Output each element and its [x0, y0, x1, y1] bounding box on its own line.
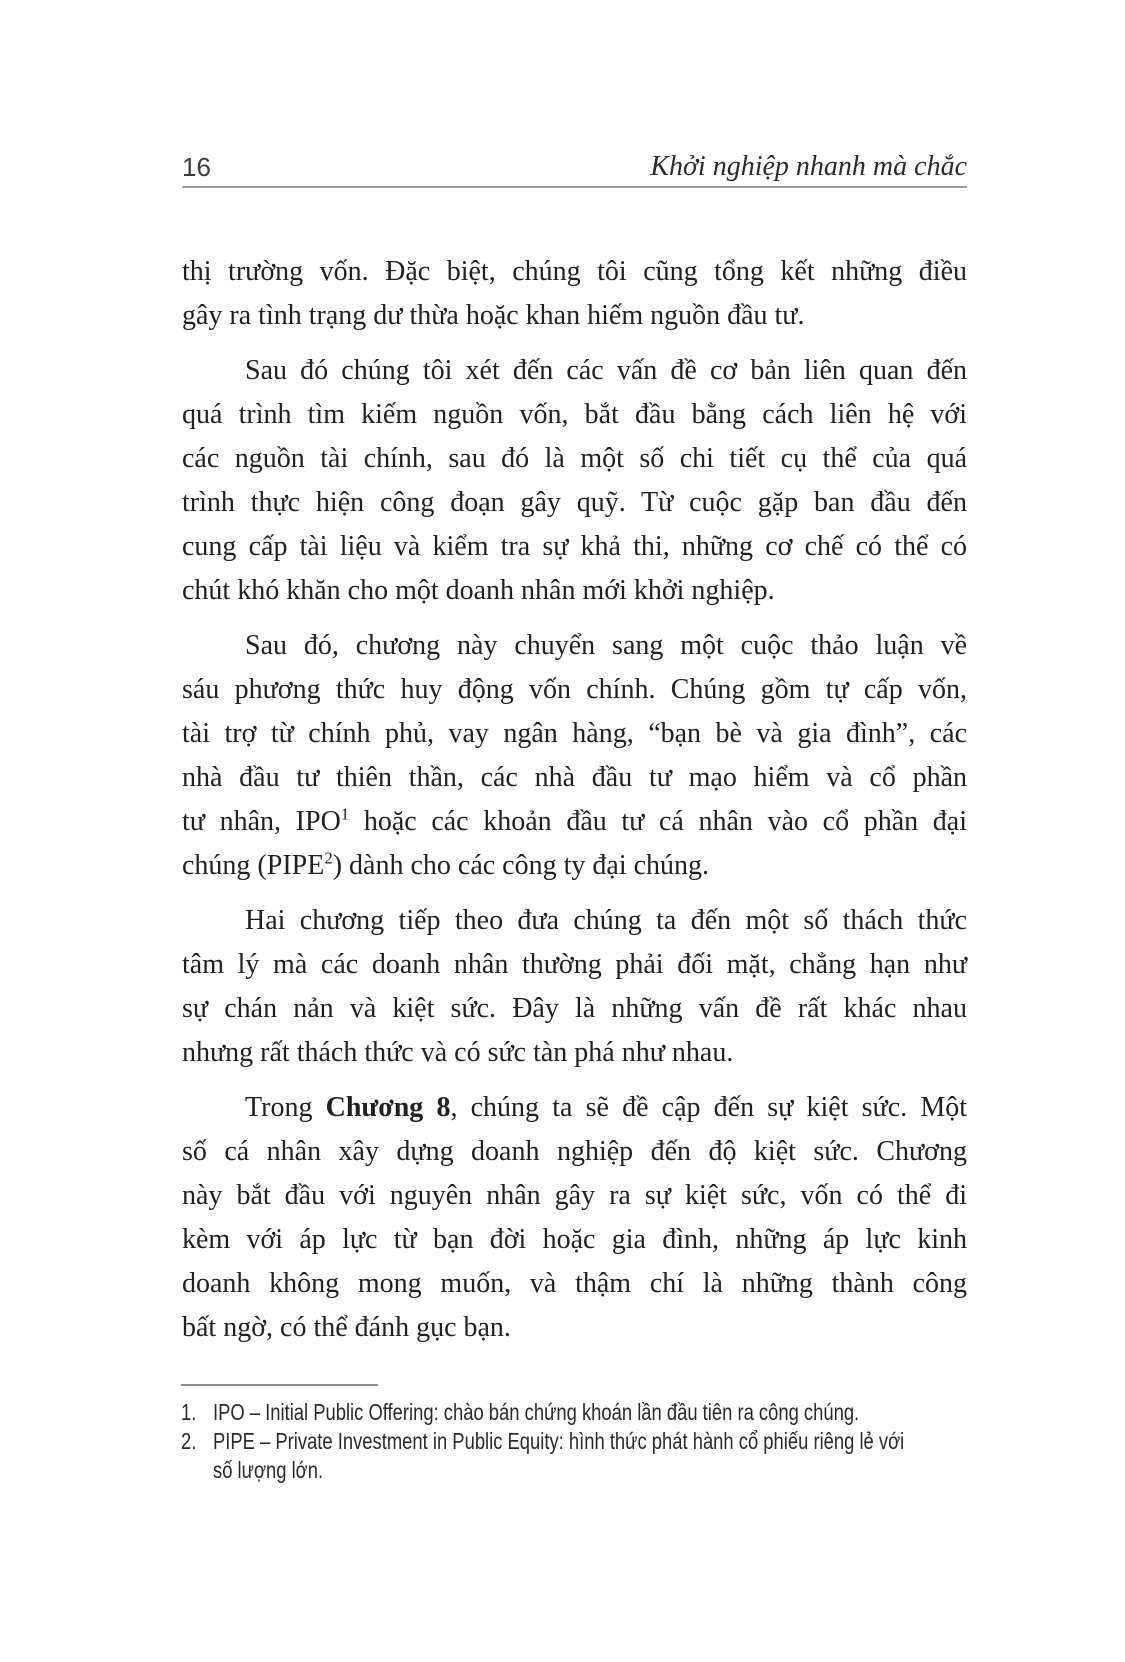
- text-line: nhà đầu tư thiên thần, các nhà đầu tư mạo hiểm và cổ phần: [182, 762, 967, 793]
- running-title: Khởi nghiệp nhanh mà chắc: [650, 151, 967, 182]
- text-line: kèm với áp lực từ bạn đời hoặc gia đình, những áp lực kinh: [182, 1224, 967, 1255]
- footnote-2: [181, 1427, 981, 1456]
- text-line: bất ngờ, có thể đánh gục bạn.: [182, 1312, 511, 1343]
- footnote-text: IPO – Initial Public Offering: chào bán chứng khoán lần đầu tiên ra công chúng.: [213, 1399, 860, 1425]
- text-segment: chúng (PIPE: [182, 850, 325, 881]
- text-segment: ) dành cho các công ty đại chúng.: [332, 850, 710, 881]
- text-line: này bắt đầu với nguyên nhân gây ra sự kiệt sức, vốn có thể đi: [182, 1180, 967, 1211]
- footnote-number: 2.: [181, 1428, 197, 1454]
- text-line: Sau đó chúng tôi xét đến các vấn đề cơ bản liên quan đến: [245, 355, 967, 386]
- footnote-ref-1: 1: [340, 804, 350, 824]
- body-text: [182, 250, 967, 1350]
- paragraph-4: [182, 899, 967, 1075]
- paragraph-5: [182, 1086, 967, 1350]
- footnote-2-continuation: [181, 1456, 981, 1485]
- footnote-text: số lượng lớn.: [213, 1457, 324, 1483]
- text-line: thị trường vốn. Đặc biệt, chúng tôi cũng tổng kết những điều: [182, 256, 967, 287]
- text-segment: tư nhân, IPO: [182, 806, 341, 837]
- text-line: các nguồn tài chính, sau đó là một số chi tiết cụ thể của quá: [182, 443, 967, 474]
- footnotes: [181, 1398, 981, 1485]
- text-segment: Trong: [245, 1092, 326, 1123]
- text-line: Hai chương tiếp theo đưa chúng ta đến một số thách thức: [245, 905, 967, 936]
- text-line: [182, 1086, 967, 1130]
- chapter-reference: Chương 8: [325, 1092, 451, 1123]
- paragraph-3: [182, 624, 967, 888]
- paragraph-1: [182, 250, 967, 338]
- text-line: [182, 800, 967, 844]
- text-line: sự chán nản và kiệt sức. Đây là những vấn đề rất khác nhau: [182, 993, 967, 1024]
- text-segment: , chúng ta sẽ đề cập đến sự kiệt sức. Một: [450, 1092, 967, 1123]
- footnote-rule: [181, 1384, 378, 1386]
- footnote-text: PIPE – Private Investment in Public Equity: hình thức phát hành cổ phiếu riêng lẻ với: [213, 1428, 905, 1454]
- text-line: [182, 844, 967, 888]
- text-line: quá trình tìm kiếm nguồn vốn, bắt đầu bằng cách liên hệ với: [182, 399, 967, 430]
- text-line: số cá nhân xây dựng doanh nghiệp đến độ kiệt sức. Chương: [182, 1136, 967, 1167]
- page-number: 16: [182, 152, 211, 182]
- text-line: trình thực hiện công đoạn gây quỹ. Từ cuộc gặp ban đầu đến: [182, 487, 967, 518]
- footnote-number: 1.: [181, 1399, 197, 1425]
- text-line: cung cấp tài liệu và kiểm tra sự khả thi, những cơ chế có thể có: [182, 531, 967, 562]
- text-line: sáu phương thức huy động vốn chính. Chúng gồm tự cấp vốn,: [182, 674, 967, 705]
- text-line: doanh không mong muốn, và thậm chí là những thành công: [182, 1268, 967, 1299]
- paragraph-2: [182, 349, 967, 613]
- header-rule: [182, 186, 967, 188]
- text-line: Sau đó, chương này chuyển sang một cuộc thảo luận về: [245, 630, 967, 661]
- text-segment: hoặc các khoản đầu tư cá nhân vào cổ phần đại: [349, 806, 967, 837]
- footnote-ref-2: 2: [324, 848, 333, 868]
- footnote-1: [181, 1398, 981, 1427]
- text-line: chút khó khăn cho một doanh nhân mới khởi nghiệp.: [182, 575, 775, 606]
- text-line: tâm lý mà các doanh nhân thường phải đối mặt, chẳng hạn như: [182, 949, 967, 980]
- text-line: tài trợ từ chính phủ, vay ngân hàng, “bạn bè và gia đình”, các: [182, 718, 967, 749]
- text-line: gây ra tình trạng dư thừa hoặc khan hiếm nguồn đầu tư.: [182, 300, 805, 331]
- text-line: nhưng rất thách thức và có sức tàn phá như nhau.: [182, 1037, 734, 1068]
